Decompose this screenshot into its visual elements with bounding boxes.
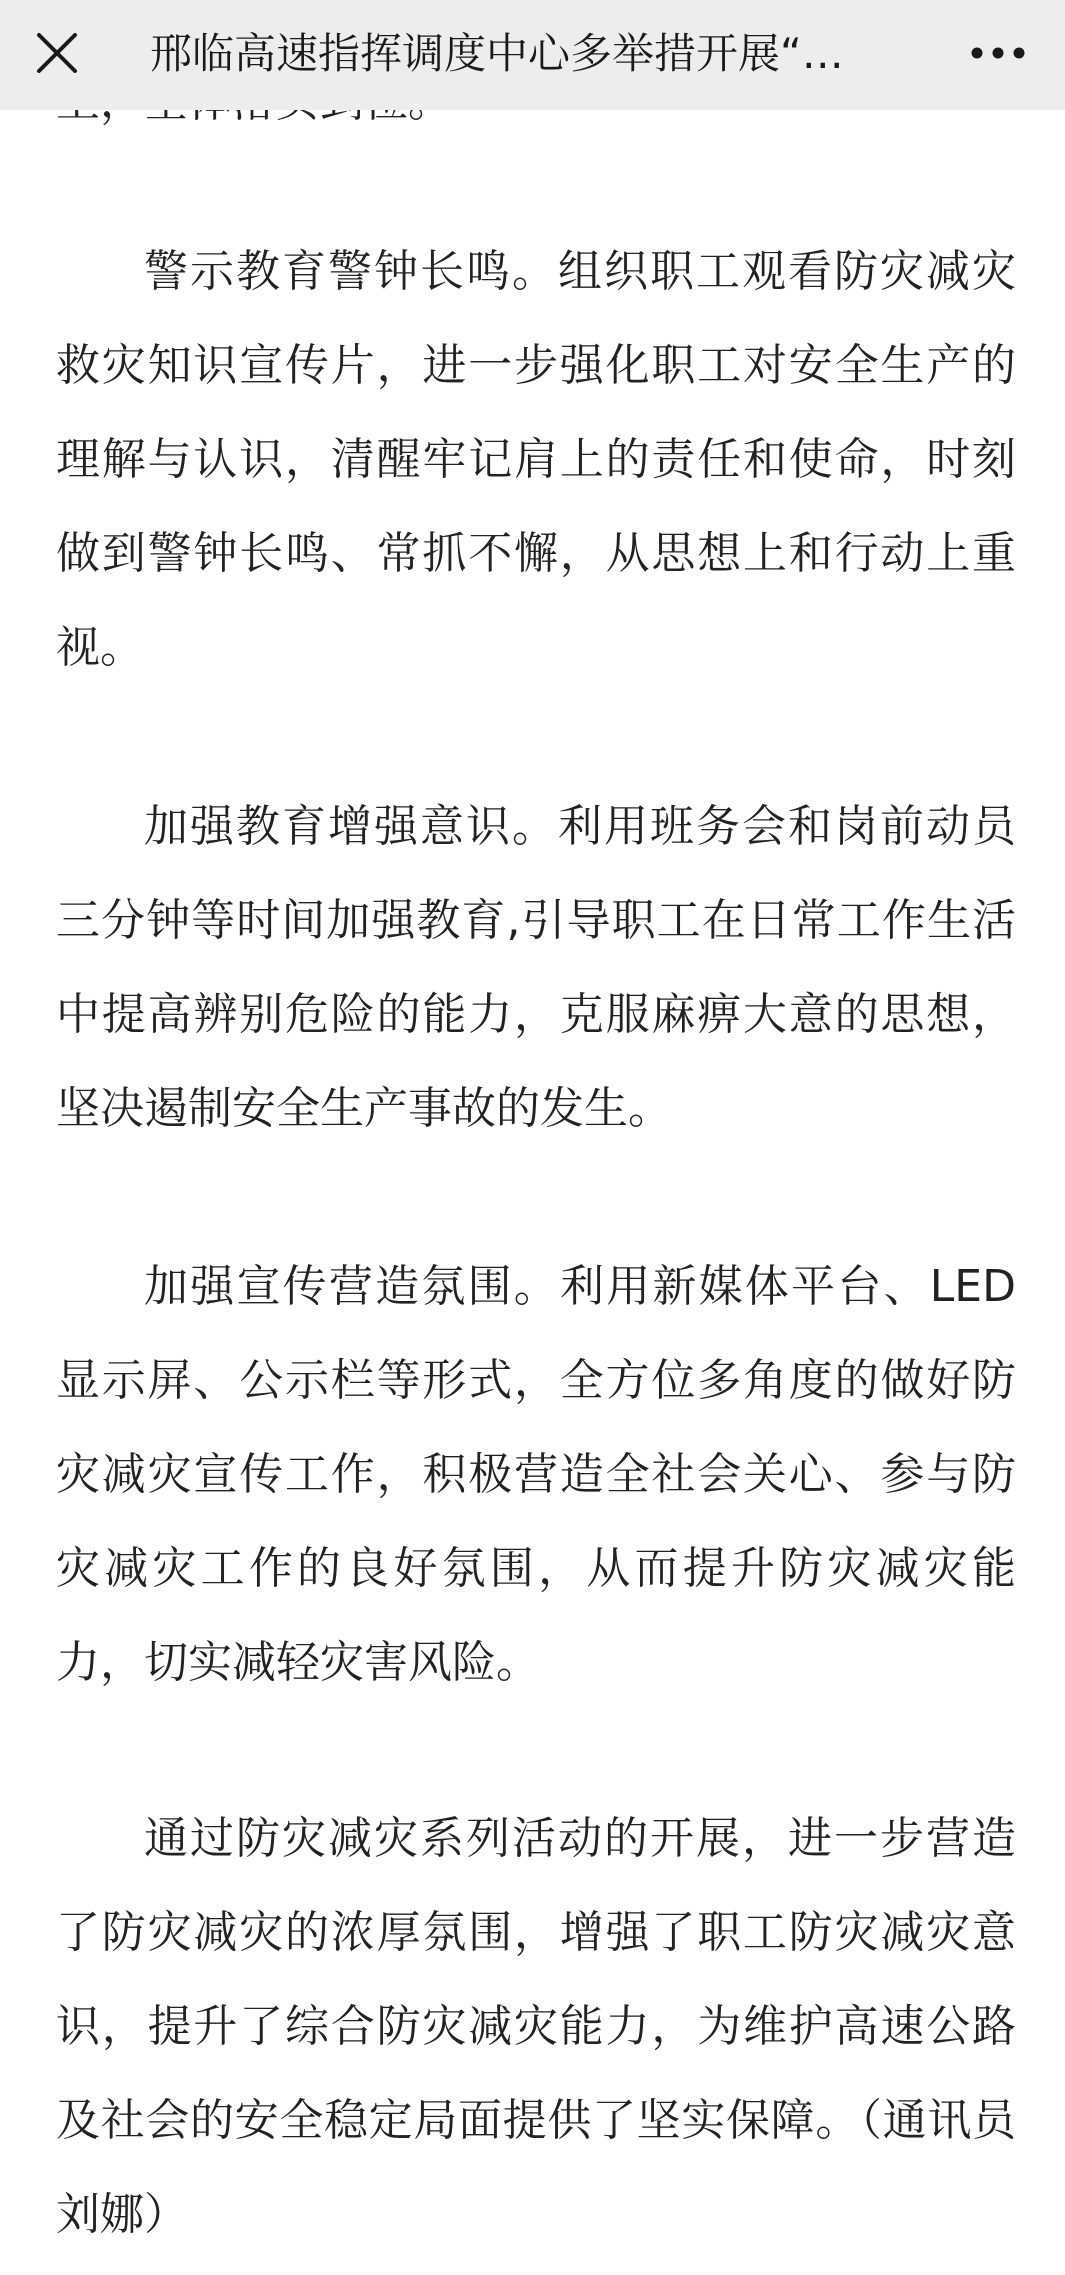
article-paragraph: 加强教育增强意识。利用班务会和岗前动员三分钟等时间加强教育,引导职工在日常工作生活中提高辨别危险的能力，克服麻痹大意的思想，坚决遏制安全生产事故的发生。 [56, 801, 1016, 1134]
page-title: 邢临高速指挥调度中心多举措开展“… [150, 29, 844, 78]
close-button[interactable] [22, 18, 92, 88]
article-paragraph: 加强宣传营造氛围。利用新媒体平台、LED显示屏、公示栏等形式，全方位多角度的做好防灾减灾宣传工作，积极营造全社会关心、参与防灾减灾工作的良好氛围，从而提升防灾减灾能力，切实减轻灾害风险。 [56, 1261, 1016, 1688]
article-paragraph: 警示教育警钟长鸣。组织职工观看防灾减灾救灾知识宣传片，进一步强化职工对安全生产的理解与认识，清醒牢记肩上的责任和使命，时刻做到警钟长鸣、常抓不懈，从思想上和行动上重视。 [56, 246, 1016, 673]
top-navigation-bar [0, 0, 1065, 110]
close-icon [35, 31, 79, 75]
more-icon [970, 46, 1026, 60]
article-paragraph: 通过防灾减灾系列活动的开展，进一步营造了防灾减灾的浓厚氛围，增强了职工防灾减灾意识，提升了综合防灾减灾能力，为维护高速公路及社会的安全稳定局面提供了坚实保障。（通讯员 刘娜） [56, 1813, 1016, 2240]
more-options-button[interactable] [948, 18, 1048, 88]
